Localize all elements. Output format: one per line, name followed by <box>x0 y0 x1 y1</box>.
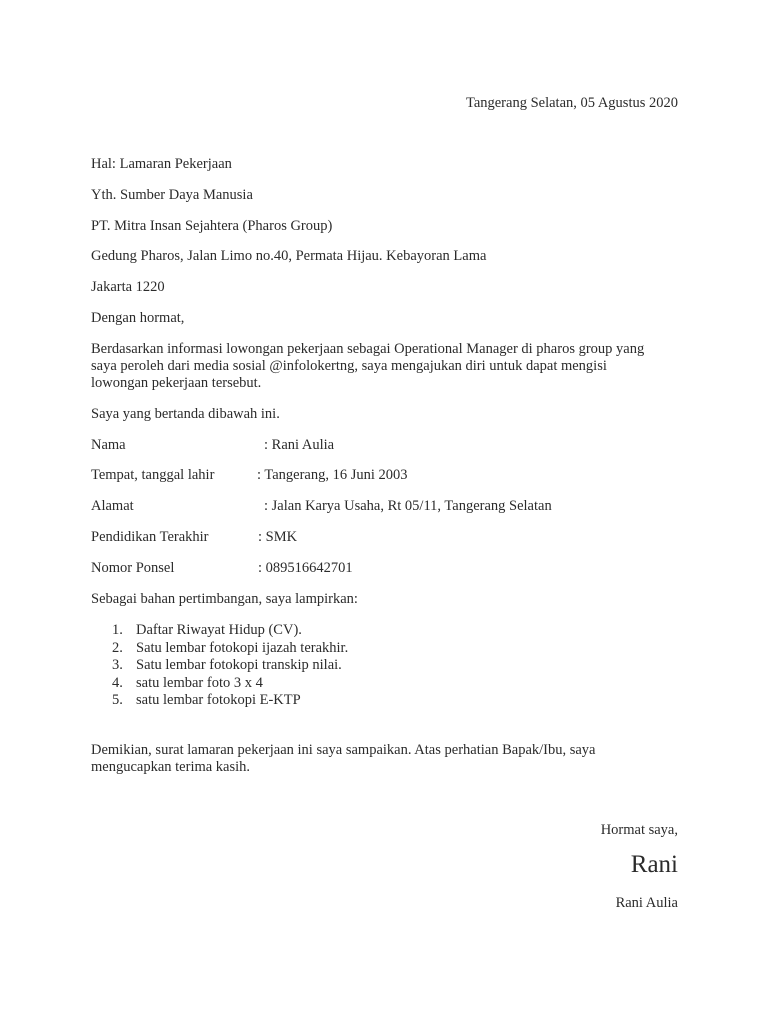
list-text: satu lembar fotokopi E-KTP <box>136 692 301 708</box>
list-number: 1. <box>112 622 123 638</box>
field-label-education: Pendidikan Terakhir <box>91 529 209 545</box>
field-value-address: : Jalan Karya Usaha, Rt 05/11, Tangerang Selatan <box>264 498 552 514</box>
list-text: satu lembar foto 3 x 4 <box>136 674 263 691</box>
closing-line-1: Demikian, surat lamaran pekerjaan ini saya sampaikan. Atas perhatian Bapak/Ibu, saya <box>91 742 596 758</box>
list-text: Satu lembar fotokopi ijazah terakhir. <box>136 639 349 656</box>
self-intro: Saya yang bertanda dibawah ini. <box>91 406 280 422</box>
recipient-line-2: PT. Mitra Insan Sejahtera (Pharos Group) <box>91 218 333 234</box>
list-number: 4. <box>112 674 123 691</box>
field-value-education: : SMK <box>258 529 298 545</box>
recipient-line-1: Yth. Sumber Daya Manusia <box>91 187 253 203</box>
intro-line-1: Berdasarkan informasi lowongan pekerjaan sebagai Operational Manager di pharos group yang <box>91 341 645 357</box>
field-label-birth: Tempat, tanggal lahir <box>91 467 215 483</box>
place-date: Tangerang Selatan, 05 Agustus 2020 <box>465 95 678 111</box>
recipient-city: Jakarta 1220 <box>91 279 165 295</box>
list-text: Daftar Riwayat Hidup (CV). <box>136 622 302 638</box>
list-item <box>112 622 348 640</box>
attachments-intro: Sebagai bahan pertimbangan, saya lampirkan: <box>91 591 358 607</box>
attachments-list <box>112 622 348 710</box>
greeting: Dengan hormat, <box>91 310 185 326</box>
subject-line: Hal: Lamaran Pekerjaan <box>91 156 232 172</box>
field-label-address: Alamat <box>91 498 134 514</box>
field-value-phone: : 089516642701 <box>258 560 353 576</box>
field-label-name: Nama <box>91 437 126 453</box>
signer-name: Rani Aulia <box>615 895 678 911</box>
recipient-address: Gedung Pharos, Jalan Limo no.40, Permata Hijau. Kebayoran Lama <box>91 248 487 264</box>
intro-line-2: saya peroleh dari media sosial @infolokertng, saya mengajukan diri untuk dapat mengisi <box>91 358 607 374</box>
list-item <box>112 692 348 710</box>
closing-paragraph <box>91 742 681 776</box>
field-value-name: : Rani Aulia <box>264 437 335 453</box>
list-item <box>112 640 348 658</box>
list-item <box>112 675 348 693</box>
sign-off: Hormat saya, <box>600 822 678 838</box>
intro-line-3: lowongan pekerjaan tersebut. <box>91 375 262 391</box>
list-item <box>112 657 348 675</box>
field-value-birth: : Tangerang, 16 Juni 2003 <box>257 467 408 483</box>
list-number: 3. <box>112 657 123 673</box>
handwritten-signature: Rani <box>630 851 678 878</box>
list-number: 2. <box>112 639 123 656</box>
field-label-phone: Nomor Ponsel <box>91 560 175 576</box>
list-text: Satu lembar fotokopi transkip nilai. <box>136 657 342 673</box>
closing-line-2: mengucapkan terima kasih. <box>91 759 251 775</box>
list-number: 5. <box>112 692 123 708</box>
intro-paragraph <box>91 341 681 392</box>
